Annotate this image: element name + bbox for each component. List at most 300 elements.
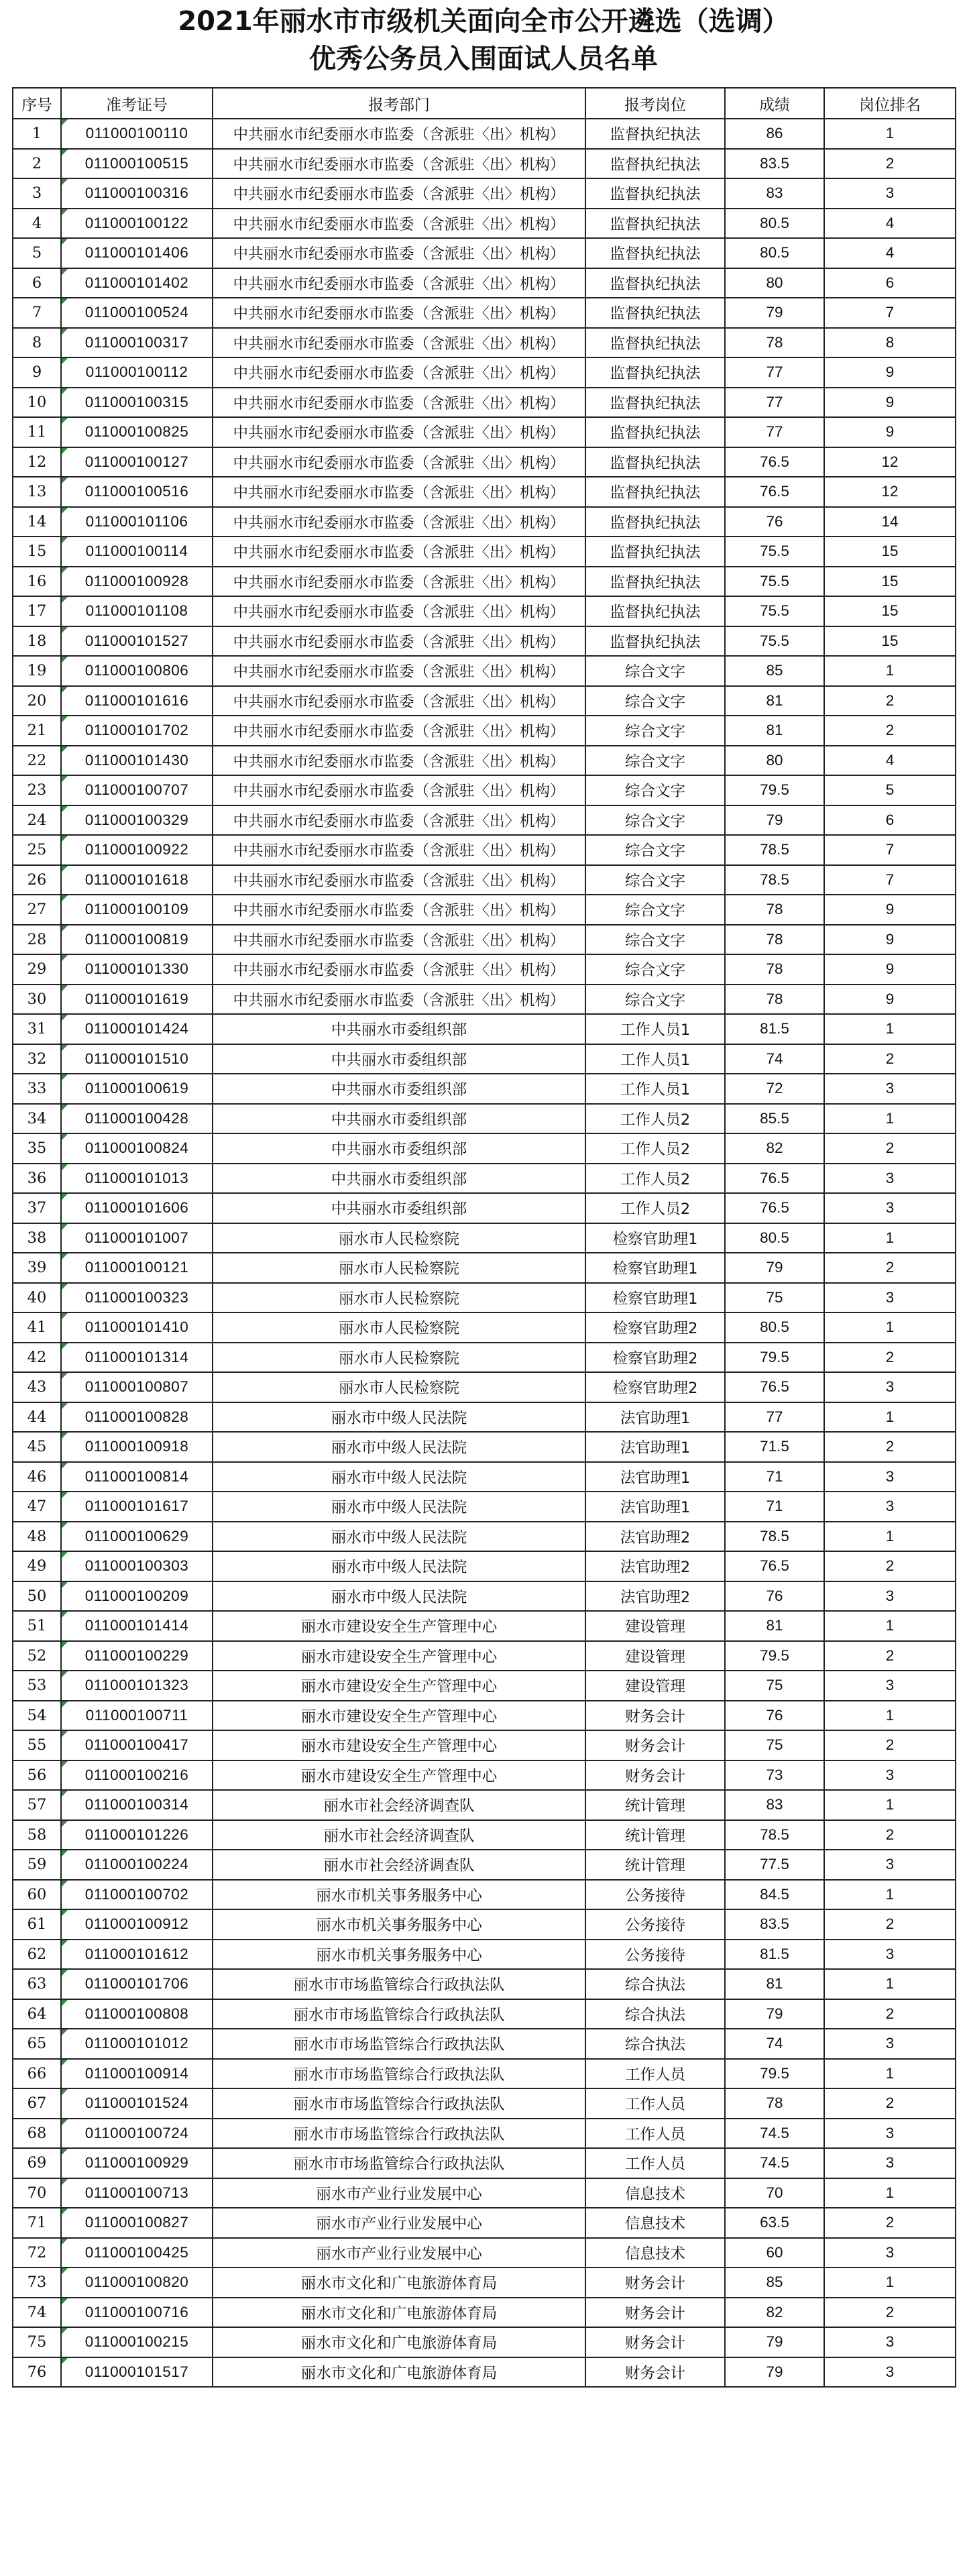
cell-score: 83 xyxy=(725,178,824,209)
cell-serial-number: 38 xyxy=(13,1223,61,1253)
cell-admission-ticket: 011000101619 xyxy=(61,985,213,1015)
table-row xyxy=(13,626,956,657)
table-row xyxy=(13,1044,956,1074)
cell-department: 中共丽水市纪委丽水市监委（含派驻〈出〉机构） xyxy=(213,716,585,746)
cell-position: 建设管理 xyxy=(585,1641,725,1671)
cell-score: 79.5 xyxy=(725,1641,824,1671)
table-row xyxy=(13,477,956,507)
cell-rank: 3 xyxy=(824,1940,956,1970)
cell-admission-ticket: 011000100303 xyxy=(61,1551,213,1581)
cell-score: 78 xyxy=(725,925,824,955)
cell-rank: 3 xyxy=(824,1581,956,1612)
cell-serial-number: 20 xyxy=(13,686,61,716)
cell-admission-ticket: 011000100224 xyxy=(61,1850,213,1880)
cell-serial-number: 70 xyxy=(13,2178,61,2208)
cell-score: 71 xyxy=(725,1462,824,1492)
cell-position: 综合执法 xyxy=(585,1969,725,1999)
cell-department: 中共丽水市纪委丽水市监委（含派驻〈出〉机构） xyxy=(213,746,585,776)
cell-position: 综合文字 xyxy=(585,925,725,955)
cell-serial-number: 57 xyxy=(13,1790,61,1820)
cell-serial-number: 6 xyxy=(13,268,61,298)
cell-admission-ticket: 011000100806 xyxy=(61,656,213,686)
cell-score: 83.5 xyxy=(725,1909,824,1940)
cell-position: 综合文字 xyxy=(585,895,725,925)
cell-serial-number: 50 xyxy=(13,1581,61,1612)
cell-department: 丽水市产业行业发展中心 xyxy=(213,2238,585,2268)
cell-score: 78 xyxy=(725,895,824,925)
cell-serial-number: 3 xyxy=(13,178,61,209)
cell-department: 丽水市中级人民法院 xyxy=(213,1581,585,1612)
cell-department: 中共丽水市纪委丽水市监委（含派驻〈出〉机构） xyxy=(213,537,585,567)
table-row xyxy=(13,2119,956,2149)
cell-admission-ticket: 011000100417 xyxy=(61,1730,213,1760)
cell-score: 79 xyxy=(725,2327,824,2357)
cell-score: 76.5 xyxy=(725,477,824,507)
cell-score: 76.5 xyxy=(725,1372,824,1402)
header-serial-number: 序号 xyxy=(13,88,61,119)
cell-admission-ticket: 011000101007 xyxy=(61,1223,213,1253)
cell-department: 中共丽水市纪委丽水市监委（含派驻〈出〉机构） xyxy=(213,686,585,716)
cell-serial-number: 42 xyxy=(13,1343,61,1373)
cell-position: 综合文字 xyxy=(585,656,725,686)
cell-serial-number: 10 xyxy=(13,388,61,418)
cell-position: 公务接待 xyxy=(585,1940,725,1970)
cell-serial-number: 28 xyxy=(13,925,61,955)
cell-score: 79.5 xyxy=(725,2059,824,2089)
cell-position: 信息技术 xyxy=(585,2238,725,2268)
cell-position: 检察官助理2 xyxy=(585,1312,725,1343)
cell-rank: 3 xyxy=(824,1671,956,1701)
header-admission-ticket: 准考证号 xyxy=(61,88,213,119)
cell-position: 综合文字 xyxy=(585,746,725,776)
cell-serial-number: 53 xyxy=(13,1671,61,1701)
table-row xyxy=(13,357,956,388)
cell-admission-ticket: 011000100316 xyxy=(61,178,213,209)
cell-position: 监督执纪执法 xyxy=(585,238,725,268)
cell-score: 83 xyxy=(725,1790,824,1820)
cell-department: 丽水市中级人民法院 xyxy=(213,1402,585,1433)
cell-score: 82 xyxy=(725,2298,824,2328)
cell-position: 监督执纪执法 xyxy=(585,388,725,418)
cell-rank: 2 xyxy=(824,686,956,716)
cell-serial-number: 68 xyxy=(13,2119,61,2149)
cell-rank: 3 xyxy=(824,1850,956,1880)
cell-rank: 2 xyxy=(824,1641,956,1671)
header-rank: 岗位排名 xyxy=(824,88,956,119)
cell-department: 丽水市产业行业发展中心 xyxy=(213,2178,585,2208)
cell-admission-ticket: 011000100808 xyxy=(61,1999,213,2029)
cell-rank: 1 xyxy=(824,1312,956,1343)
cell-score: 71.5 xyxy=(725,1432,824,1462)
cell-position: 工作人员2 xyxy=(585,1164,725,1194)
cell-score: 82 xyxy=(725,1133,824,1164)
cell-position: 法官助理1 xyxy=(585,1462,725,1492)
cell-score: 80.5 xyxy=(725,1312,824,1343)
table-row xyxy=(13,2267,956,2298)
cell-admission-ticket: 011000101706 xyxy=(61,1969,213,1999)
cell-admission-ticket: 011000101106 xyxy=(61,507,213,537)
table-row xyxy=(13,775,956,805)
cell-rank: 9 xyxy=(824,925,956,955)
table-row xyxy=(13,1999,956,2029)
table-row xyxy=(13,2357,956,2388)
cell-position: 信息技术 xyxy=(585,2178,725,2208)
cell-department: 中共丽水市纪委丽水市监委（含派驻〈出〉机构） xyxy=(213,895,585,925)
cell-admission-ticket: 011000100229 xyxy=(61,1641,213,1671)
cell-score: 78.5 xyxy=(725,1522,824,1552)
cell-score: 77 xyxy=(725,417,824,447)
cell-position: 财务会计 xyxy=(585,2267,725,2298)
cell-rank: 1 xyxy=(824,1223,956,1253)
cell-position: 监督执纪执法 xyxy=(585,567,725,597)
cell-rank: 12 xyxy=(824,447,956,478)
cell-department: 丽水市建设安全生产管理中心 xyxy=(213,1701,585,1731)
cell-admission-ticket: 011000100524 xyxy=(61,298,213,328)
cell-rank: 2 xyxy=(824,1551,956,1581)
cell-position: 监督执纪执法 xyxy=(585,596,725,626)
table-row xyxy=(13,417,956,447)
cell-position: 综合执法 xyxy=(585,2029,725,2059)
cell-department: 中共丽水市纪委丽水市监委（含派驻〈出〉机构） xyxy=(213,656,585,686)
table-row xyxy=(13,1193,956,1223)
cell-score: 73 xyxy=(725,1760,824,1791)
cell-department: 丽水市机关事务服务中心 xyxy=(213,1880,585,1910)
cell-admission-ticket: 011000100109 xyxy=(61,895,213,925)
cell-rank: 1 xyxy=(824,656,956,686)
cell-score: 76 xyxy=(725,1701,824,1731)
document-title-line-1: 2021年丽水市市级机关面向全市公开遴选（选调） xyxy=(178,6,789,37)
cell-score: 76 xyxy=(725,1581,824,1612)
cell-department: 中共丽水市纪委丽水市监委（含派驻〈出〉机构） xyxy=(213,477,585,507)
cell-rank: 15 xyxy=(824,596,956,626)
cell-rank: 3 xyxy=(824,2238,956,2268)
cell-rank: 3 xyxy=(824,1492,956,1522)
cell-score: 75 xyxy=(725,1730,824,1760)
cell-position: 监督执纪执法 xyxy=(585,209,725,239)
cell-admission-ticket: 011000100619 xyxy=(61,1074,213,1104)
cell-department: 丽水市建设安全生产管理中心 xyxy=(213,1611,585,1641)
cell-position: 法官助理2 xyxy=(585,1522,725,1552)
table-row xyxy=(13,1253,956,1283)
cell-position: 法官助理1 xyxy=(585,1402,725,1433)
table-row xyxy=(13,1014,956,1044)
cell-serial-number: 59 xyxy=(13,1850,61,1880)
cell-admission-ticket: 011000100918 xyxy=(61,1432,213,1462)
cell-department: 丽水市建设安全生产管理中心 xyxy=(213,1641,585,1671)
cell-position: 检察官助理2 xyxy=(585,1372,725,1402)
cell-rank: 1 xyxy=(824,1522,956,1552)
cell-admission-ticket: 011000100929 xyxy=(61,2148,213,2178)
cell-serial-number: 34 xyxy=(13,1104,61,1134)
table-row xyxy=(13,268,956,298)
table-row xyxy=(13,238,956,268)
table-row xyxy=(13,328,956,358)
table-row xyxy=(13,2178,956,2208)
cell-position: 监督执纪执法 xyxy=(585,178,725,209)
cell-admission-ticket: 011000100716 xyxy=(61,2298,213,2328)
table-row xyxy=(13,1820,956,1850)
cell-admission-ticket: 011000100922 xyxy=(61,835,213,865)
cell-position: 财务会计 xyxy=(585,2327,725,2357)
table-row xyxy=(13,209,956,239)
cell-rank: 14 xyxy=(824,507,956,537)
cell-rank: 3 xyxy=(824,1074,956,1104)
cell-department: 中共丽水市纪委丽水市监委（含派驻〈出〉机构） xyxy=(213,805,585,836)
cell-position: 工作人员 xyxy=(585,2059,725,2089)
cell-position: 监督执纪执法 xyxy=(585,626,725,657)
cell-admission-ticket: 011000101612 xyxy=(61,1940,213,1970)
cell-rank: 1 xyxy=(824,1014,956,1044)
cell-position: 监督执纪执法 xyxy=(585,417,725,447)
cell-position: 监督执纪执法 xyxy=(585,149,725,179)
cell-department: 中共丽水市纪委丽水市监委（含派驻〈出〉机构） xyxy=(213,149,585,179)
cell-score: 77 xyxy=(725,1402,824,1433)
cell-admission-ticket: 011000101606 xyxy=(61,1193,213,1223)
cell-admission-ticket: 011000100928 xyxy=(61,567,213,597)
header-department: 报考部门 xyxy=(213,88,585,119)
cell-score: 63.5 xyxy=(725,2208,824,2238)
cell-score: 77.5 xyxy=(725,1850,824,1880)
cell-rank: 2 xyxy=(824,1730,956,1760)
cell-score: 78.5 xyxy=(725,865,824,895)
cell-department: 丽水市人民检察院 xyxy=(213,1283,585,1313)
cell-serial-number: 63 xyxy=(13,1969,61,1999)
cell-position: 综合文字 xyxy=(585,865,725,895)
table-row xyxy=(13,1312,956,1343)
cell-score: 76.5 xyxy=(725,1164,824,1194)
table-row xyxy=(13,895,956,925)
cell-rank: 2 xyxy=(824,1044,956,1074)
cell-department: 丽水市机关事务服务中心 xyxy=(213,1940,585,1970)
cell-rank: 8 xyxy=(824,328,956,358)
table-row xyxy=(13,1940,956,1970)
cell-serial-number: 74 xyxy=(13,2298,61,2328)
table-row xyxy=(13,1133,956,1164)
cell-serial-number: 24 xyxy=(13,805,61,836)
cell-serial-number: 7 xyxy=(13,298,61,328)
cell-department: 中共丽水市纪委丽水市监委（含派驻〈出〉机构） xyxy=(213,238,585,268)
cell-score: 75.5 xyxy=(725,567,824,597)
cell-position: 检察官助理1 xyxy=(585,1223,725,1253)
cell-rank: 15 xyxy=(824,626,956,657)
table-row xyxy=(13,835,956,865)
cell-serial-number: 37 xyxy=(13,1193,61,1223)
table-row xyxy=(13,1730,956,1760)
cell-admission-ticket: 011000101510 xyxy=(61,1044,213,1074)
cell-department: 中共丽水市纪委丽水市监委（含派驻〈出〉机构） xyxy=(213,209,585,239)
table-row xyxy=(13,1074,956,1104)
cell-score: 74 xyxy=(725,1044,824,1074)
cell-admission-ticket: 011000100127 xyxy=(61,447,213,478)
cell-department: 中共丽水市纪委丽水市监委（含派驻〈出〉机构） xyxy=(213,328,585,358)
cell-serial-number: 14 xyxy=(13,507,61,537)
cell-score: 75.5 xyxy=(725,626,824,657)
cell-score: 74.5 xyxy=(725,2119,824,2149)
cell-serial-number: 13 xyxy=(13,477,61,507)
cell-serial-number: 41 xyxy=(13,1312,61,1343)
cell-department: 丽水市中级人民法院 xyxy=(213,1462,585,1492)
table-row xyxy=(13,1760,956,1791)
table-row xyxy=(13,1492,956,1522)
cell-rank: 3 xyxy=(824,1760,956,1791)
cell-rank: 1 xyxy=(824,2059,956,2089)
cell-position: 工作人员2 xyxy=(585,1104,725,1134)
cell-serial-number: 45 xyxy=(13,1432,61,1462)
cell-serial-number: 19 xyxy=(13,656,61,686)
cell-position: 综合文字 xyxy=(585,954,725,985)
cell-serial-number: 67 xyxy=(13,2088,61,2119)
cell-rank: 3 xyxy=(824,1283,956,1313)
cell-department: 中共丽水市纪委丽水市监委（含派驻〈出〉机构） xyxy=(213,388,585,418)
cell-serial-number: 4 xyxy=(13,209,61,239)
cell-rank: 1 xyxy=(824,1104,956,1134)
cell-admission-ticket: 011000100209 xyxy=(61,1581,213,1612)
table-row xyxy=(13,596,956,626)
table-row xyxy=(13,1402,956,1433)
cell-serial-number: 48 xyxy=(13,1522,61,1552)
cell-admission-ticket: 011000100711 xyxy=(61,1701,213,1731)
cell-serial-number: 65 xyxy=(13,2029,61,2059)
cell-score: 81 xyxy=(725,1969,824,1999)
table-row xyxy=(13,1880,956,1910)
cell-serial-number: 27 xyxy=(13,895,61,925)
cell-score: 79 xyxy=(725,805,824,836)
cell-position: 统计管理 xyxy=(585,1850,725,1880)
cell-position: 统计管理 xyxy=(585,1820,725,1850)
table-row xyxy=(13,149,956,179)
cell-admission-ticket: 011000100215 xyxy=(61,2327,213,2357)
cell-position: 监督执纪执法 xyxy=(585,328,725,358)
cell-admission-ticket: 011000101616 xyxy=(61,686,213,716)
cell-serial-number: 72 xyxy=(13,2238,61,2268)
cell-serial-number: 43 xyxy=(13,1372,61,1402)
cell-serial-number: 39 xyxy=(13,1253,61,1283)
cell-position: 综合文字 xyxy=(585,716,725,746)
cell-rank: 2 xyxy=(824,1432,956,1462)
cell-rank: 3 xyxy=(824,2029,956,2059)
cell-department: 中共丽水市纪委丽水市监委（含派驻〈出〉机构） xyxy=(213,626,585,657)
cell-serial-number: 21 xyxy=(13,716,61,746)
cell-serial-number: 17 xyxy=(13,596,61,626)
cell-department: 中共丽水市纪委丽水市监委（含派驻〈出〉机构） xyxy=(213,119,585,149)
table-row xyxy=(13,119,956,149)
cell-department: 中共丽水市委组织部 xyxy=(213,1014,585,1044)
cell-admission-ticket: 011000101524 xyxy=(61,2088,213,2119)
cell-admission-ticket: 011000101414 xyxy=(61,1611,213,1641)
cell-position: 信息技术 xyxy=(585,2208,725,2238)
cell-score: 71 xyxy=(725,1492,824,1522)
cell-admission-ticket: 011000100914 xyxy=(61,2059,213,2089)
cell-position: 综合文字 xyxy=(585,985,725,1015)
table-row xyxy=(13,1343,956,1373)
cell-department: 丽水市人民检察院 xyxy=(213,1223,585,1253)
table-row xyxy=(13,656,956,686)
cell-serial-number: 5 xyxy=(13,238,61,268)
cell-rank: 2 xyxy=(824,1133,956,1164)
cell-department: 丽水市市场监管综合行政执法队 xyxy=(213,1969,585,1999)
cell-rank: 2 xyxy=(824,1343,956,1373)
table-row xyxy=(13,2059,956,2089)
cell-department: 中共丽水市纪委丽水市监委（含派驻〈出〉机构） xyxy=(213,268,585,298)
cell-admission-ticket: 011000101424 xyxy=(61,1014,213,1044)
cell-serial-number: 47 xyxy=(13,1492,61,1522)
cell-admission-ticket: 011000100724 xyxy=(61,2119,213,2149)
cell-admission-ticket: 011000100516 xyxy=(61,477,213,507)
cell-score: 80.5 xyxy=(725,209,824,239)
cell-score: 80 xyxy=(725,746,824,776)
cell-rank: 3 xyxy=(824,2148,956,2178)
cell-rank: 1 xyxy=(824,1611,956,1641)
cell-position: 公务接待 xyxy=(585,1909,725,1940)
cell-admission-ticket: 011000100114 xyxy=(61,537,213,567)
cell-position: 建设管理 xyxy=(585,1611,725,1641)
cell-department: 中共丽水市委组织部 xyxy=(213,1104,585,1134)
cell-admission-ticket: 011000101410 xyxy=(61,1312,213,1343)
table-row xyxy=(13,805,956,836)
cell-admission-ticket: 011000100912 xyxy=(61,1909,213,1940)
cell-serial-number: 46 xyxy=(13,1462,61,1492)
cell-admission-ticket: 011000100713 xyxy=(61,2178,213,2208)
cell-position: 财务会计 xyxy=(585,2298,725,2328)
cell-score: 85 xyxy=(725,656,824,686)
cell-serial-number: 61 xyxy=(13,1909,61,1940)
cell-score: 72 xyxy=(725,1074,824,1104)
cell-position: 监督执纪执法 xyxy=(585,298,725,328)
table-row xyxy=(13,1283,956,1313)
cell-position: 检察官助理1 xyxy=(585,1283,725,1313)
cell-serial-number: 16 xyxy=(13,567,61,597)
cell-rank: 3 xyxy=(824,2119,956,2149)
table-row xyxy=(13,388,956,418)
cell-rank: 2 xyxy=(824,2298,956,2328)
cell-serial-number: 29 xyxy=(13,954,61,985)
cell-position: 工作人员1 xyxy=(585,1074,725,1104)
cell-admission-ticket: 011000100702 xyxy=(61,1880,213,1910)
cell-admission-ticket: 011000101527 xyxy=(61,626,213,657)
cell-serial-number: 40 xyxy=(13,1283,61,1313)
cell-admission-ticket: 011000100314 xyxy=(61,1790,213,1820)
cell-rank: 1 xyxy=(824,1701,956,1731)
cell-score: 79 xyxy=(725,1999,824,2029)
cell-serial-number: 31 xyxy=(13,1014,61,1044)
cell-department: 丽水市人民检察院 xyxy=(213,1253,585,1283)
cell-position: 工作人员 xyxy=(585,2119,725,2149)
cell-position: 监督执纪执法 xyxy=(585,268,725,298)
cell-department: 中共丽水市纪委丽水市监委（含派驻〈出〉机构） xyxy=(213,417,585,447)
table-row xyxy=(13,447,956,478)
cell-position: 监督执纪执法 xyxy=(585,477,725,507)
cell-department: 中共丽水市纪委丽水市监委（含派驻〈出〉机构） xyxy=(213,567,585,597)
cell-admission-ticket: 011000100828 xyxy=(61,1402,213,1433)
table-row xyxy=(13,2327,956,2357)
cell-rank: 9 xyxy=(824,388,956,418)
document-title-line-2: 优秀公务员入围面试人员名单 xyxy=(309,44,658,74)
cell-serial-number: 58 xyxy=(13,1820,61,1850)
cell-score: 75.5 xyxy=(725,596,824,626)
cell-serial-number: 32 xyxy=(13,1044,61,1074)
cell-admission-ticket: 011000101402 xyxy=(61,268,213,298)
cell-rank: 2 xyxy=(824,1999,956,2029)
cell-serial-number: 73 xyxy=(13,2267,61,2298)
cell-department: 中共丽水市委组织部 xyxy=(213,1164,585,1194)
cell-admission-ticket: 011000101517 xyxy=(61,2357,213,2388)
cell-department: 中共丽水市纪委丽水市监委（含派驻〈出〉机构） xyxy=(213,447,585,478)
cell-department: 丽水市市场监管综合行政执法队 xyxy=(213,2029,585,2059)
cell-admission-ticket: 011000101013 xyxy=(61,1164,213,1194)
cell-rank: 7 xyxy=(824,865,956,895)
cell-rank: 3 xyxy=(824,178,956,209)
cell-department: 丽水市市场监管综合行政执法队 xyxy=(213,2088,585,2119)
